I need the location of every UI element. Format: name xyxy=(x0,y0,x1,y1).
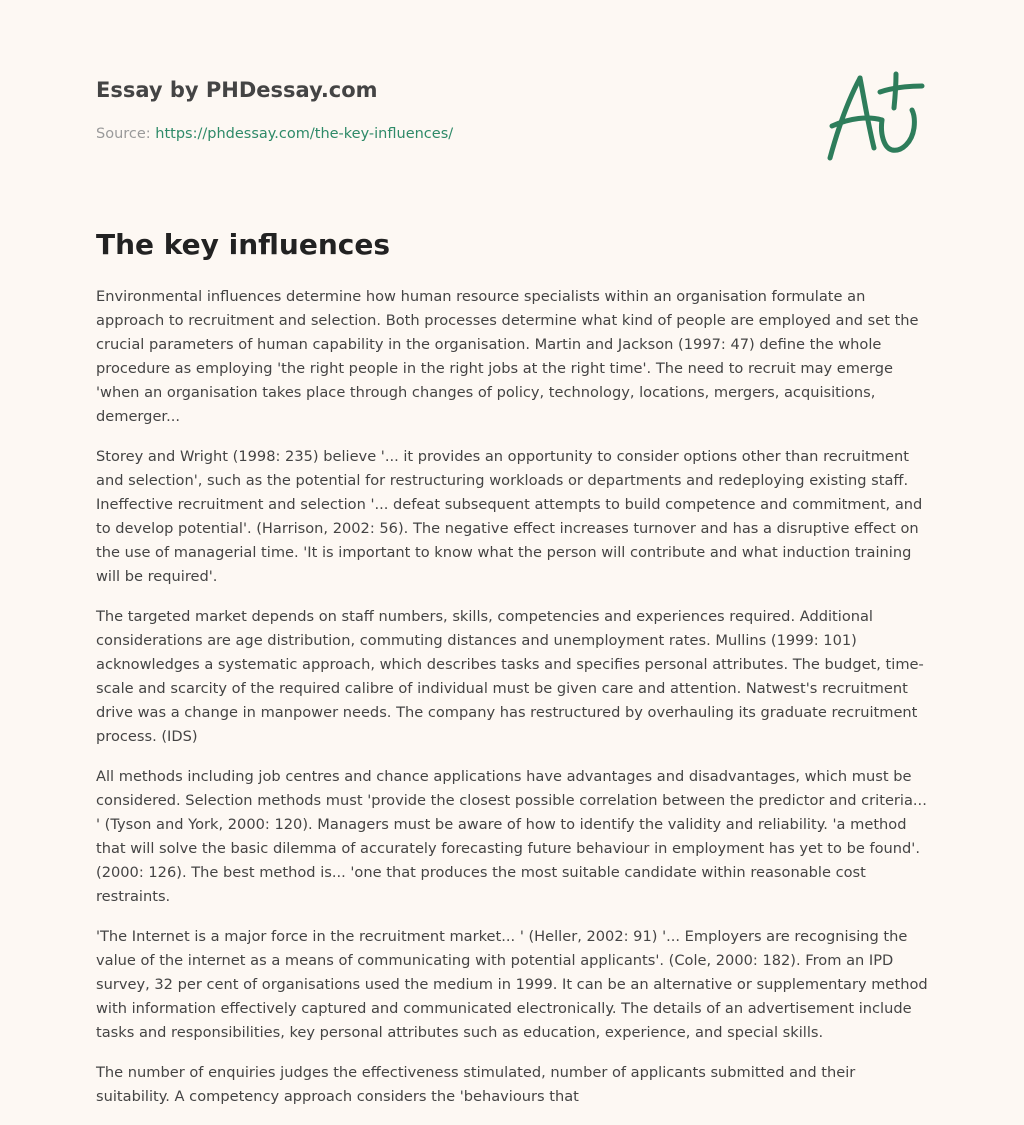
article-title: The key influences xyxy=(96,228,391,261)
source-line xyxy=(96,124,796,144)
paragraph: 'The Internet is a major force in the recruitment market... ' (Heller, 2002: 91) '... Employers are recognising the value of the internet as a means of communicating with potential applicants'. (Cole, 2000: 182). From an IPD survey, 32 per cent of organisations used the medium in 1999. It can be an alternative or supplementary method with information effectively captured and communicated electronically. The details of an advertisement include tasks and responsibilities, key personal attributes such as education, experience, and special skills. xyxy=(96,928,928,1041)
paragraph: The number of enquiries judges the effectiveness stimulated, number of applicants submitted and their suitability. A competency approach considers the 'behaviours that xyxy=(96,1064,856,1105)
source-label: Source: xyxy=(96,126,151,142)
paragraph: Storey and Wright (1998: 235) believe '... it provides an opportunity to consider options other than recruitment and selection', such as the potential for restructuring workloads or departments and redeploying existing staff. Ineffective recruitment and selection '... defeat subsequent attempts to build competence and commitment, and to develop potential'. (Harrison, 2002: 56). The negative effect increases turnover and has a disruptive effect on the use of managerial time. 'It is important to know what the person will contribute and what induction training will be required'. xyxy=(96,448,923,585)
source-link[interactable]: https://phdessay.com/the-key-influences/ xyxy=(155,126,454,142)
paragraph: All methods including job centres and chance applications have advantages and disadvantages, which must be considered. Selection methods must 'provide the closest possible correlation between the predictor and criteria... ' (Tyson and York, 2000: 120). Managers must be aware of how to identify the validity and reliability. 'a method that will solve the basic dilemma of accurately forecasting future behaviour in employment has yet to be found'. (2000: 126). The best method is... 'one that produces the most suitable candidate within reasonable cost restraints. xyxy=(96,768,927,905)
a-plus-logo-icon xyxy=(822,68,928,166)
brand-title: Essay by PHDessay.com xyxy=(96,78,378,102)
paragraph: Environmental influences determine how human resource specialists within an organisation formulate an approach to recruitment and selection. Both processes determine what kind of people are employed and set the crucial parameters of human capability in the organisation. Martin and Jackson (1997: 47) define the whole procedure as employing 'the right people in the right jobs at the right time'. The need to recruit may emerge 'when an organisation takes place through changes of policy, technology, locations, mergers, acquisitions, demerger... xyxy=(96,288,919,425)
paragraph: The targeted market depends on staff numbers, skills, competencies and experiences required. Additional considerations are age distribution, commuting distances and unemployment rates. Mullins (1999: 101) acknowledges a systematic approach, which describes tasks and specifies personal attributes. The budget, time-scale and scarcity of the required calibre of individual must be given care and attention. Natwest's recruitment drive was a change in manpower needs. The company has restructured by overhauling its graduate recruitment process. (IDS) xyxy=(96,608,924,745)
article-body xyxy=(96,285,932,1125)
page-header xyxy=(96,76,796,144)
